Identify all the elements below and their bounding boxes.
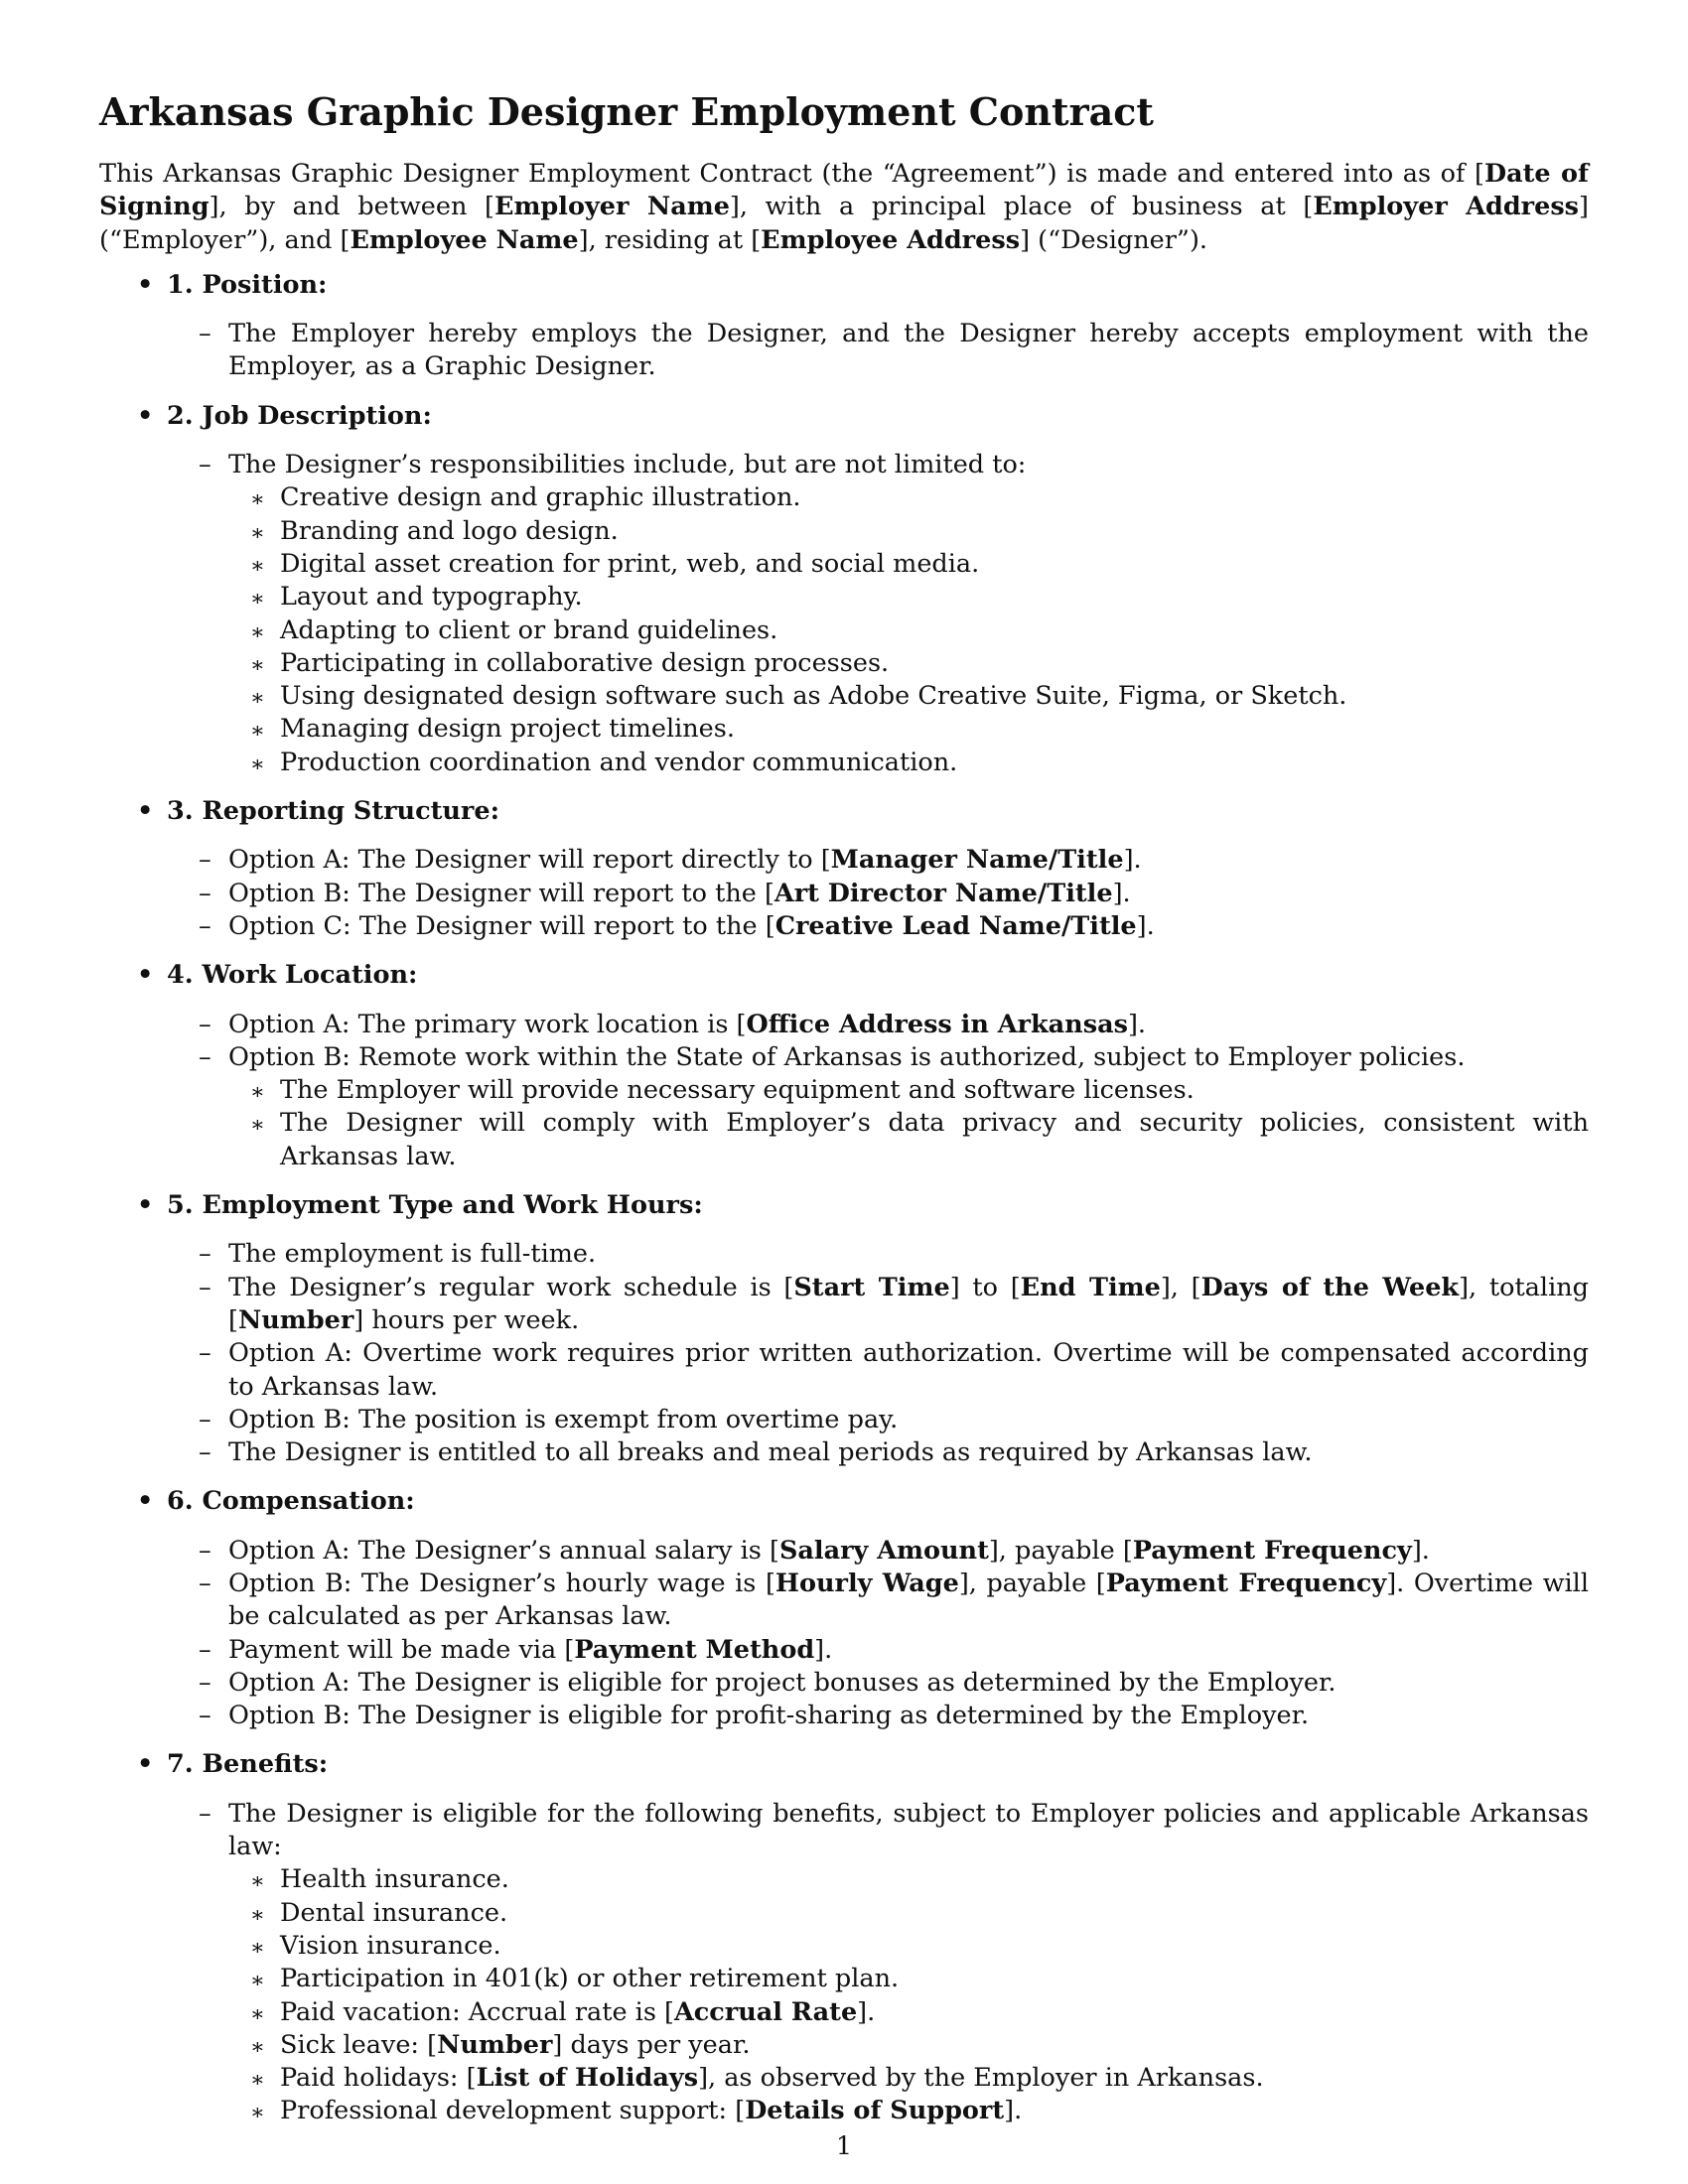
list-item: [199, 1436, 1589, 1469]
text-run: Layout and typography.: [280, 582, 583, 613]
asterisk-icon: ∗: [250, 2101, 265, 2126]
text-run: Branding and logo design.: [280, 515, 619, 546]
sub-list: [228, 1863, 1589, 2127]
text-run: The employment is full-time.: [228, 1239, 597, 1270]
text-run: ].: [1127, 1009, 1147, 1039]
sub-list-item: [250, 481, 1589, 514]
dash-icon: –: [199, 910, 211, 941]
text-run: Option B: The position is exempt from overtime pay.: [228, 1404, 899, 1434]
sub-list-item: [250, 1863, 1589, 1896]
contract-section: [99, 795, 1589, 943]
text-run: ], totaling [: [228, 1272, 1589, 1335]
asterisk-icon: ∗: [250, 751, 265, 777]
text-run: ]. Overtime will be calculated as per Arkansas law.: [228, 1568, 1589, 1632]
dash-icon: –: [199, 1701, 211, 1731]
dash-icon: –: [199, 1535, 211, 1566]
bullet-icon: •: [137, 400, 154, 431]
text-run: The Designer is entitled to all breaks and meal periods as required by Arkansas law.: [228, 1437, 1313, 1468]
list-item: [199, 1535, 1589, 1568]
text-run: Managing design project timelines.: [280, 714, 735, 745]
placeholder-field: Employee Name: [350, 224, 579, 255]
contract-section: [99, 1485, 1589, 1732]
list-item: [199, 1009, 1589, 1041]
text-run: Option A: The primary work location is [: [228, 1009, 747, 1039]
asterisk-icon: ∗: [250, 1902, 265, 1928]
asterisk-icon: ∗: [250, 553, 265, 579]
text-run: ].: [814, 1634, 833, 1665]
sub-list-item: [250, 515, 1589, 548]
contract-section: [99, 269, 1589, 384]
section-heading: 5. Employment Type and Work Hours:: [167, 1190, 703, 1221]
placeholder-field: Start Time: [793, 1272, 950, 1302]
asterisk-icon: ∗: [250, 619, 265, 645]
sub-list-item: [250, 2062, 1589, 2095]
text-run: Payment will be made via [: [228, 1634, 575, 1665]
sub-list-item: [250, 713, 1589, 746]
list-item: [199, 844, 1589, 877]
placeholder-field: Salary Amount: [778, 1535, 989, 1566]
text-run: ].: [1136, 910, 1155, 941]
asterisk-icon: ∗: [250, 686, 265, 712]
section-heading: 4. Work Location:: [167, 960, 418, 991]
text-run: Production coordination and vendor communication.: [280, 747, 958, 777]
text-run: Option C: The Designer will report to the [: [228, 910, 775, 941]
sub-list-item: [250, 1897, 1589, 1930]
text-run: Option B: The Designer is eligible for profit-sharing as determined by the Employer.: [228, 1701, 1310, 1731]
list-item: [199, 449, 1589, 779]
dash-icon: –: [199, 845, 211, 876]
text-run: Option A: The Designer will report directly to [: [228, 845, 831, 876]
list-item: [199, 1337, 1589, 1404]
placeholder-field: Details of Support: [745, 2096, 1005, 2126]
text-run: Option A: The Designer’s annual salary is [: [228, 1535, 779, 1566]
placeholder-field: Creative Lead Name/Title: [774, 910, 1137, 941]
dash-icon: –: [199, 1009, 211, 1039]
text-run: Option B: The Designer will report to the [: [228, 878, 774, 908]
text-run: ] hours per week.: [353, 1304, 580, 1335]
dash-icon: –: [199, 1404, 211, 1434]
list-item: [199, 1041, 1589, 1173]
text-run: ].: [857, 1996, 876, 2027]
asterisk-icon: ∗: [250, 587, 265, 613]
text-run: ] to [: [949, 1272, 1021, 1302]
section-list: [99, 269, 1589, 2128]
asterisk-icon: ∗: [250, 1080, 265, 1106]
sub-list-item: [250, 2029, 1589, 2062]
placeholder-field: Employee Address: [761, 224, 1021, 255]
placeholder-field: Payment Method: [574, 1634, 815, 1665]
contract-section: [99, 400, 1589, 779]
text-run: ], payable [: [988, 1535, 1133, 1566]
bullet-icon: •: [137, 1190, 154, 1221]
section-heading: 2. Job Description:: [167, 400, 432, 431]
text-run: Option A: Overtime work requires prior written authorization. Overtime will be compensated according to Arkansas law.: [228, 1338, 1589, 1402]
section-items: [167, 1238, 1589, 1469]
text-run: Dental insurance.: [280, 1897, 508, 1928]
placeholder-field: Number: [437, 2029, 553, 2060]
placeholder-field: Accrual Rate: [673, 1996, 858, 2027]
asterisk-icon: ∗: [250, 719, 265, 745]
document-page: [99, 84, 1589, 2128]
text-run: Sick leave: [: [280, 2029, 438, 2060]
text-run: Option A: The Designer is eligible for project bonuses as determined by the Employer.: [228, 1667, 1336, 1698]
text-run: The Designer will comply with Employer’s data privacy and security policies, consistent with Arkansas law.: [280, 1108, 1589, 1171]
sub-list-item: [250, 581, 1589, 614]
asterisk-icon: ∗: [250, 2068, 265, 2094]
asterisk-icon: ∗: [250, 1969, 265, 1994]
sub-list-item: [250, 1930, 1589, 1963]
section-heading: 3. Reporting Structure:: [167, 796, 499, 827]
sub-list-item: [250, 1963, 1589, 1995]
bullet-icon: •: [137, 269, 154, 300]
list-item: [199, 1700, 1589, 1732]
text-run: ] (“Designer”).: [1020, 224, 1207, 255]
asterisk-icon: ∗: [250, 652, 265, 678]
text-run: The Designer’s responsibilities include, but are not limited to:: [228, 450, 1027, 480]
sub-list-item: [250, 614, 1589, 647]
text-run: Professional development support: [: [280, 2096, 746, 2126]
list-item: [199, 910, 1589, 943]
list-item: [199, 318, 1589, 384]
sub-list: [228, 481, 1589, 779]
contract-section: [99, 1189, 1589, 1469]
text-run: This Arkansas Graphic Designer Employment Contract (the “Agreement”) is made and entered into as of [: [99, 159, 1484, 189]
text-run: ], payable [: [958, 1568, 1106, 1598]
text-run: Using designated design software such as Adobe Creative Suite, Figma, or Sketch.: [280, 681, 1347, 712]
sub-list-item: [250, 1996, 1589, 2029]
text-run: Participating in collaborative design processes.: [280, 647, 890, 678]
asterisk-icon: ∗: [250, 520, 265, 546]
placeholder-field: End Time: [1020, 1272, 1161, 1302]
text-run: Option B: Remote work within the State of Arkansas is authorized, subject to Employer policies.: [228, 1041, 1466, 1072]
text-run: Digital asset creation for print, web, and social media.: [280, 548, 980, 579]
intro-paragraph: [99, 158, 1589, 257]
dash-icon: –: [199, 1634, 211, 1665]
bullet-icon: •: [137, 1486, 154, 1517]
dash-icon: –: [199, 1338, 211, 1369]
list-item: [199, 878, 1589, 910]
page-title: Arkansas Graphic Designer Employment Contract: [99, 89, 1154, 134]
text-run: The Employer hereby employs the Designer, and the Designer hereby accepts employment with the Employer, as a Graphic Designer.: [228, 319, 1589, 382]
bullet-icon: •: [137, 1749, 154, 1780]
asterisk-icon: ∗: [250, 487, 265, 513]
placeholder-field: Office Address in Arkansas: [746, 1009, 1128, 1039]
placeholder-field: Employer Address: [1313, 192, 1580, 222]
text-run: ], [: [1160, 1272, 1201, 1302]
list-item: [199, 1404, 1589, 1436]
list-item: [199, 1667, 1589, 1700]
sub-list-item: [250, 548, 1589, 581]
text-run: Paid holidays: [: [280, 2063, 477, 2094]
sub-list-item: [250, 680, 1589, 713]
text-run: Vision insurance.: [280, 1930, 501, 1961]
section-items: [167, 844, 1589, 943]
asterisk-icon: ∗: [250, 1935, 265, 1961]
text-run: ].: [1411, 1535, 1430, 1566]
dash-icon: –: [199, 1041, 211, 1072]
list-item: [199, 1238, 1589, 1271]
text-run: Option B: The Designer’s hourly wage is [: [228, 1568, 775, 1598]
dash-icon: –: [199, 319, 211, 349]
dash-icon: –: [199, 1798, 211, 1829]
bullet-icon: •: [137, 960, 154, 991]
section-items: [167, 1798, 1589, 2128]
text-run: ], residing at [: [578, 224, 762, 255]
text-run: ], with a principal place of business at [: [729, 192, 1314, 222]
placeholder-field: List of Holidays: [476, 2063, 699, 2094]
text-run: ].: [1004, 2096, 1023, 2126]
bullet-icon: •: [137, 796, 154, 827]
text-run: ], by and between [: [209, 192, 495, 222]
text-run: The Designer is eligible for the following benefits, subject to Employer policies and applicable Arkansas law:: [228, 1798, 1589, 1862]
asterisk-icon: ∗: [250, 1113, 265, 1139]
section-heading: 1. Position:: [167, 269, 328, 300]
dash-icon: –: [199, 1239, 211, 1270]
page-number: 1: [835, 2131, 853, 2161]
text-run: Participation in 401(k) or other retirement plan.: [280, 1964, 900, 1994]
contract-section: [99, 1748, 1589, 2127]
placeholder-field: Date of Signing: [99, 159, 1589, 222]
contract-section: [99, 959, 1589, 1173]
list-item: [199, 1634, 1589, 1667]
placeholder-field: Hourly Wage: [774, 1568, 959, 1598]
list-item: [199, 1568, 1589, 1634]
sub-list-item: [250, 647, 1589, 680]
dash-icon: –: [199, 1437, 211, 1468]
placeholder-field: Art Director Name/Title: [774, 878, 1113, 908]
sub-list-item: [250, 1074, 1589, 1107]
text-run: Health insurance.: [280, 1864, 509, 1895]
sub-list-item: [250, 747, 1589, 779]
dash-icon: –: [199, 878, 211, 908]
dash-icon: –: [199, 1667, 211, 1698]
text-run: ] days per year.: [552, 2029, 751, 2060]
text-run: ].: [1112, 878, 1131, 908]
section-items: [167, 1009, 1589, 1173]
placeholder-field: Payment Frequency: [1132, 1535, 1412, 1566]
text-run: The Designer’s regular work schedule is [: [228, 1272, 794, 1302]
asterisk-icon: ∗: [250, 2001, 265, 2027]
placeholder-field: Payment Frequency: [1105, 1568, 1387, 1598]
placeholder-field: Number: [237, 1304, 354, 1335]
text-run: ], as observed by the Employer in Arkansas.: [698, 2063, 1264, 2094]
sub-list-item: [250, 2095, 1589, 2127]
text-run: ] (“Employer”), and [: [99, 192, 1589, 255]
sub-list: [228, 1074, 1589, 1173]
dash-icon: –: [199, 1568, 211, 1598]
list-item: [199, 1272, 1589, 1338]
dash-icon: –: [199, 1272, 211, 1302]
asterisk-icon: ∗: [250, 2034, 265, 2060]
placeholder-field: Days of the Week: [1200, 1272, 1460, 1302]
sub-list-item: [250, 1107, 1589, 1173]
asterisk-icon: ∗: [250, 1869, 265, 1895]
text-run: Creative design and graphic illustration.: [280, 482, 801, 513]
dash-icon: –: [199, 450, 211, 480]
section-items: [167, 449, 1589, 779]
placeholder-field: Manager Name/Title: [830, 845, 1124, 876]
section-heading: 7. Benefits:: [167, 1749, 329, 1780]
placeholder-field: Employer Name: [494, 192, 730, 222]
text-run: The Employer will provide necessary equipment and software licenses.: [280, 1075, 1195, 1106]
text-run: ].: [1123, 845, 1142, 876]
section-heading: 6. Compensation:: [167, 1486, 415, 1517]
section-items: [167, 1535, 1589, 1733]
text-run: Paid vacation: Accrual rate is [: [280, 1996, 674, 2027]
section-items: [167, 318, 1589, 384]
text-run: Adapting to client or brand guidelines.: [280, 614, 778, 645]
list-item: [199, 1798, 1589, 2128]
